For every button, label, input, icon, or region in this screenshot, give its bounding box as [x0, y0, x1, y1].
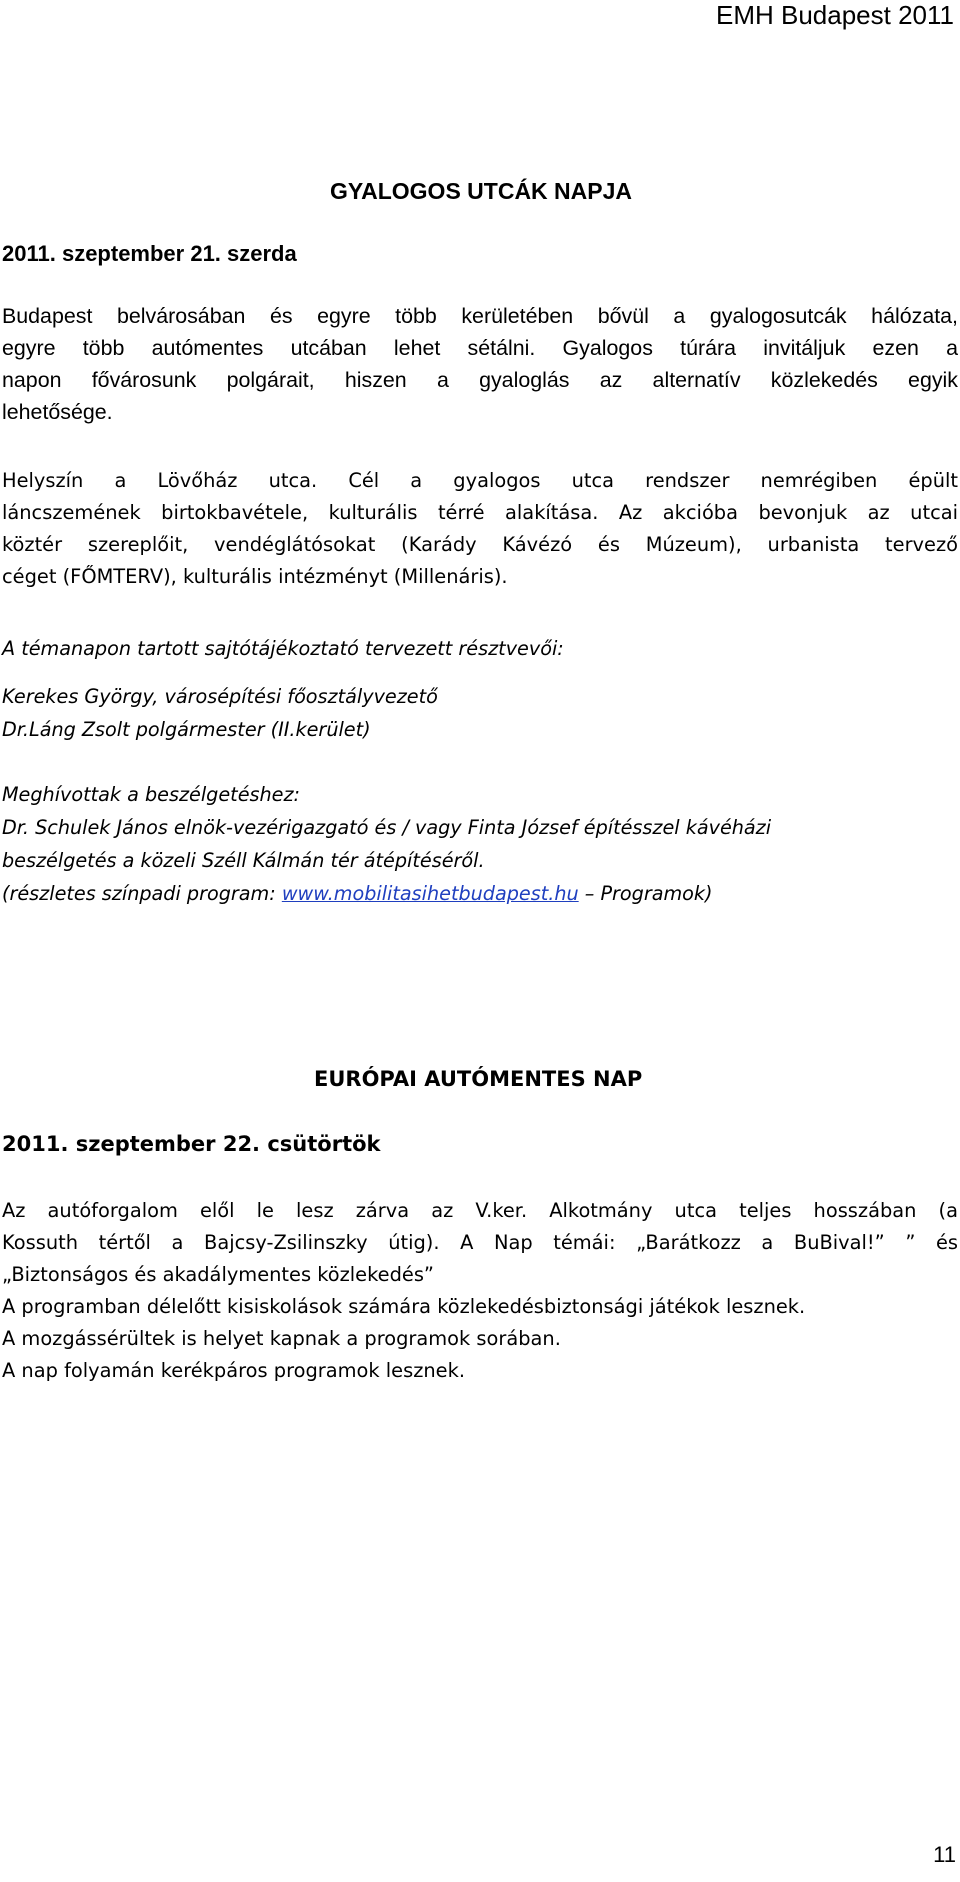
- intro-line: napon fővárosunk polgárait, hiszen a gyaloglás az alternatív közlekedés egyik: [2, 368, 958, 392]
- carfree-line: „Biztonságos és akadálymentes közlekedés”: [2, 1263, 434, 1286]
- location-line: láncszemének birtokbavétele, kulturális térré alakítása. Az akcióba bevonjuk az utcai: [2, 501, 958, 524]
- location-line: Helyszín a Lövőház utca. Cél a gyalogos utca rendszer nemrégiben épült: [2, 469, 958, 492]
- section-title-europai-automentes-nap: EURÓPAI AUTÓMENTES NAP: [314, 1067, 643, 1091]
- invited-line: Dr. Schulek János elnök-vezérigazgató és / vagy Finta József építésszel kávéházi: [2, 816, 772, 839]
- location-line: köztér szereplőit, vendéglátósokat (Karády Kávézó és Múzeum), urbanista tervező: [2, 533, 958, 556]
- participants-list: [2, 680, 958, 746]
- invited-block: [2, 778, 958, 910]
- intro-line: lehetősége.: [2, 400, 113, 424]
- carfree-line: A programban délelőtt kisiskolások számára közlekedésbiztonsági játékok lesznek.: [2, 1295, 806, 1318]
- section-date-sept-22: 2011. szeptember 22. csütörtök: [2, 1132, 381, 1156]
- participant-item: Dr.Láng Zsolt polgármester (II.kerület): [2, 718, 371, 741]
- carfree-line: Kossuth tértől a Bajcsy-Zsilinszky útig). A Nap témái: „Barátkozz a BuBival!” ” és: [2, 1231, 958, 1254]
- intro-line: egyre több autómentes utcában lehet sétálni. Gyalogos túrára invitáljuk ezen a: [2, 336, 958, 360]
- invited-line: beszélgetés a közeli Széll Kálmán tér átépítéséről.: [2, 849, 485, 872]
- program-prefix: (részletes színpadi program:: [2, 882, 282, 905]
- carfree-paragraph: [2, 1195, 958, 1387]
- intro-line: Budapest belvárosában és egyre több kerületében bővül a gyalogosutcák hálózata,: [2, 304, 958, 328]
- invited-heading: Meghívottak a beszélgetéshez:: [2, 783, 300, 806]
- carfree-line: A mozgássérültek is helyet kapnak a programok sorában.: [2, 1327, 561, 1350]
- section-title-gyalogos-utcak-napja: GYALOGOS UTCÁK NAPJA: [330, 178, 633, 204]
- program-line: [2, 877, 958, 910]
- location-paragraph: [2, 465, 958, 593]
- press-heading: A témanapon tartott sajtótájékoztató tervezett résztvevői:: [2, 637, 564, 660]
- page-number: 11: [933, 1842, 956, 1867]
- page-header: EMH Budapest 2011: [716, 0, 954, 30]
- participant-item: Kerekes György, városépítési főosztályvezető: [2, 685, 438, 708]
- intro-paragraph: [2, 300, 958, 428]
- section-date-sept-21: 2011. szeptember 21. szerda: [2, 241, 297, 266]
- location-line: céget (FŐMTERV), kulturális intézményt (Millenáris).: [2, 565, 508, 588]
- carfree-line: A nap folyamán kerékpáros programok lesznek.: [2, 1359, 466, 1382]
- carfree-line: Az autóforgalom elől le lesz zárva az V.ker. Alkotmány utca teljes hosszában (a: [2, 1199, 958, 1222]
- program-link[interactable]: www.mobilitasihetbudapest.hu: [281, 882, 579, 905]
- program-suffix: – Programok): [578, 882, 713, 905]
